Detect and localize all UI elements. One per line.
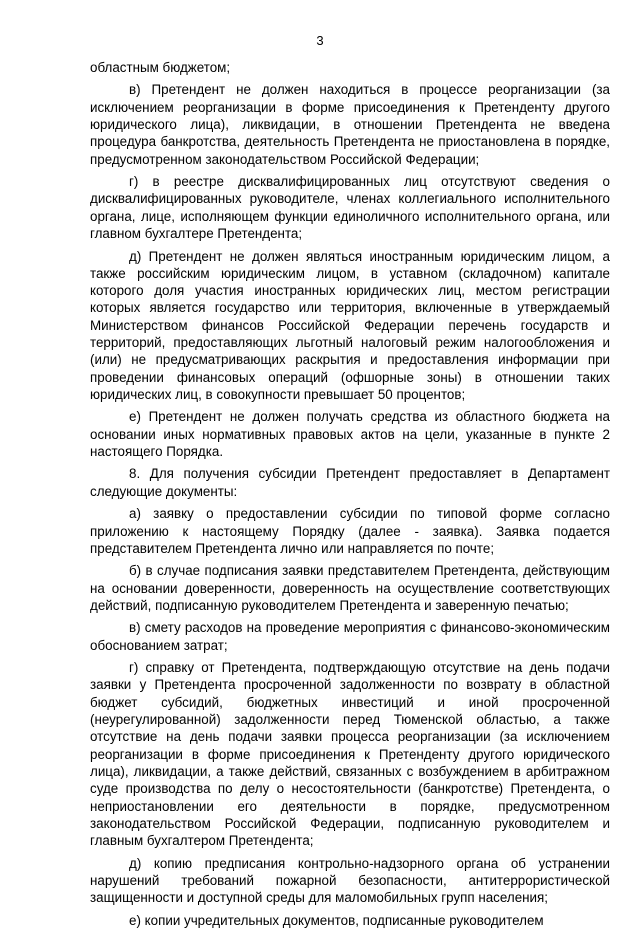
- paragraph-item-g-disqualified-registry: г) в реестре дисквалифицированных лиц отсутствуют сведения о дисквалифицированных руководителе, членах коллегиального исполнительного органа, лице, исполняющем функции единоличного исполнительного органа, или главном бухгалтере Претендента;: [90, 174, 610, 242]
- paragraph-item-d-foreign-entity: д) Претендент не должен являться иностранным юридическим лицом, а также российским юридическим лицом, в уставном (складочном) капитале которого доля участия иностранных юридических лиц, местом регистрации которых является государство или территория, включенные в утверждаемый Министерством финансов Российской Федерации перечень государств и территорий, предоставляющих льготный налоговый режим налогообложения и (или) не предусматривающих раскрытия и предоставления информации при проведении финансовых операций (офшорные зоны) в отношении таких юридических лиц, в совокупности превышает 50 процентов;: [90, 248, 610, 402]
- paragraph-doc-v-cost-estimate: в) смету расходов на проведение мероприятия с финансово-экономическим обоснованием затрат;: [90, 620, 610, 653]
- paragraph-item-v-reorganization: в) Претендент не должен находиться в процессе реорганизации (за исключением реорганизации в форме присоединения к Претенденту другого юридического лица), ликвидации, в отношении Претендента не введена процедура банкротства, деятельность Претендента не приостановлена в порядке, предусмотренном законодательством Российской Федерации;: [90, 82, 610, 167]
- paragraph-doc-a-application: а) заявку о предоставлении субсидии по типовой форме согласно приложению к настоящему Порядку (далее - заявка). Заявка подается представителем Претендента лично или направляется по почте;: [90, 506, 610, 556]
- paragraph-section-8-documents: 8. Для получения субсидии Претендент предоставляет в Департамент следующие документы:: [90, 466, 610, 499]
- paragraph-doc-e-founding-documents: е) копии учредительных документов, подписанные руководителем: [129, 912, 544, 928]
- paragraph-item-e-other-funds: е) Претендент не должен получать средства из областного бюджета на основании иных нормативных правовых актов на цели, указанные в пункте 2 настоящего Порядка.: [90, 409, 610, 459]
- paragraph-budget-continuation: областным бюджетом;: [90, 60, 231, 75]
- paragraph-doc-d-inspection-order: д) копию предписания контрольно-надзорного органа об устранении нарушений требований пожарной безопасности, антитеррористической защищенности и доступной среды для маломобильных групп населения;: [90, 855, 610, 906]
- paragraph-doc-g-certificate: г) справку от Претендента, подтверждающую отсутствие на день подачи заявки у Претендента просроченной задолженности по возврату в областной бюджет субсидий, бюджетных инвестиций и иной просроченной (неурегулированной) задолженности перед Тюменской областью, а также отсутствие на день подачи заявки процесса реорганизации (за исключением реорганизации в форме присоединения к Претенденту другого юридического лица), ликвидации, а также действий, связанных с возбуждением в арбитражном суде производства по делу о несостоятельности (банкротстве) Претендента, о неприостановлении его деятельности в порядке, предусмотренном законодательством Российской Федерации, подписанную руководителем и главным бухгалтером Претендента;: [90, 660, 610, 849]
- page-number: 3: [316, 33, 324, 48]
- paragraph-doc-b-power-of-attorney: б) в случае подписания заявки представителем Претендента, действующим на основании доверенности, доверенность на осуществление соответствующих действий, подписанную руководителем Претендента и заверенную печатью;: [90, 563, 610, 613]
- document-body: [90, 59, 610, 934]
